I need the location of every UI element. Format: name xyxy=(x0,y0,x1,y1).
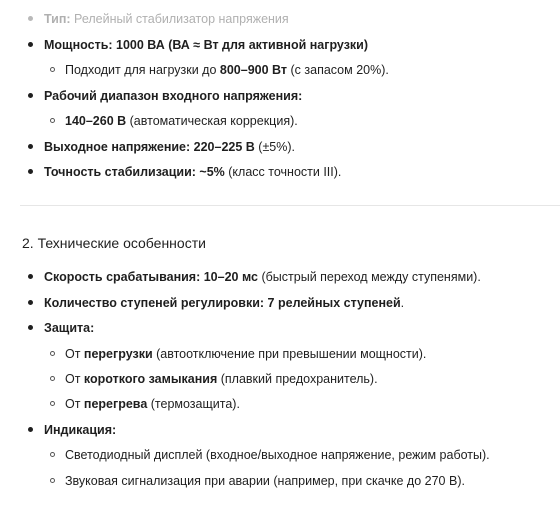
power-item xyxy=(44,36,368,54)
input-sub-bold: 140–260 В xyxy=(65,114,127,128)
power-sub-item xyxy=(65,61,389,79)
type-label: Тип: xyxy=(44,12,71,26)
indication-sub-item xyxy=(65,472,465,490)
output-post: (±5%). xyxy=(254,140,296,154)
protection-sub-item xyxy=(65,395,240,413)
accuracy-label: Точность стабилизации: ~5% xyxy=(44,165,225,179)
bullet xyxy=(28,93,33,98)
output-item xyxy=(44,138,295,156)
bullet xyxy=(28,300,33,305)
protection-sub-post: (плавкий предохранитель). xyxy=(217,372,378,386)
input-item xyxy=(44,87,302,105)
bullet xyxy=(28,42,33,47)
accuracy-post: (класс точности III). xyxy=(224,165,342,179)
protection-sub-bold: перегрева xyxy=(83,397,148,411)
sub-bullet xyxy=(50,351,55,356)
protection-label: Защита: xyxy=(44,321,95,335)
bullet xyxy=(28,16,33,21)
steps-label: Количество ступеней регулировки: 7 релейных ступеней xyxy=(44,296,401,310)
protection-sub-post: (термозащита). xyxy=(147,397,240,411)
section-divider xyxy=(20,205,560,206)
speed-label: Скорость срабатывания: 10–20 мс xyxy=(44,270,259,284)
input-label: Рабочий диапазон входного напряжения: xyxy=(44,89,303,103)
sub-bullet xyxy=(50,67,55,72)
protection-sub-pre: От xyxy=(65,372,84,386)
indication-sub-text: Светодиодный дисплей (входное/выходное напряжение, режим работы). xyxy=(65,448,490,462)
indication-sub-text: Звуковая сигнализация при аварии (например, при скачке до 270 В). xyxy=(65,474,465,488)
power-sub-post: (с запасом 20%). xyxy=(287,63,389,77)
type-value: Релейный стабилизатор напряжения xyxy=(70,12,289,26)
type-item xyxy=(44,10,289,28)
output-label: Выходное напряжение: 220–225 В xyxy=(44,140,255,154)
bullet xyxy=(28,144,33,149)
protection-sub-bold: перегрузки xyxy=(83,347,153,361)
accuracy-item xyxy=(44,163,341,181)
steps-item xyxy=(44,294,404,312)
section-heading: 2. Технические особенности xyxy=(22,235,206,251)
indication-label: Индикация: xyxy=(44,423,117,437)
power-sub-pre: Подходит для нагрузки до xyxy=(65,63,220,77)
bullet xyxy=(28,427,33,432)
bullet xyxy=(28,274,33,279)
power-label: Мощность: 1000 ВА (ВА ≈ Вт для активной нагрузки) xyxy=(44,38,369,52)
sub-bullet xyxy=(50,118,55,123)
protection-sub-item xyxy=(65,345,426,363)
protection-sub-pre: От xyxy=(65,347,84,361)
sub-bullet xyxy=(50,478,55,483)
sub-bullet xyxy=(50,452,55,457)
steps-post: . xyxy=(400,296,405,310)
bullet xyxy=(28,169,33,174)
speed-item xyxy=(44,268,481,286)
protection-sub-pre: От xyxy=(65,397,84,411)
protection-sub-item xyxy=(65,370,378,388)
protection-sub-bold: короткого замыкания xyxy=(83,372,218,386)
sub-bullet xyxy=(50,376,55,381)
protection-sub-post: (автоотключение при превышении мощности). xyxy=(152,347,427,361)
input-sub-post: (автоматическая коррекция). xyxy=(126,114,298,128)
indication-sub-item xyxy=(65,446,490,464)
input-sub-item xyxy=(65,112,298,130)
sub-bullet xyxy=(50,401,55,406)
indication-item xyxy=(44,421,116,439)
power-sub-bold: 800–900 Вт xyxy=(219,63,288,77)
bullet xyxy=(28,325,33,330)
protection-item xyxy=(44,319,94,337)
speed-post: (быстрый переход между ступенями). xyxy=(258,270,481,284)
